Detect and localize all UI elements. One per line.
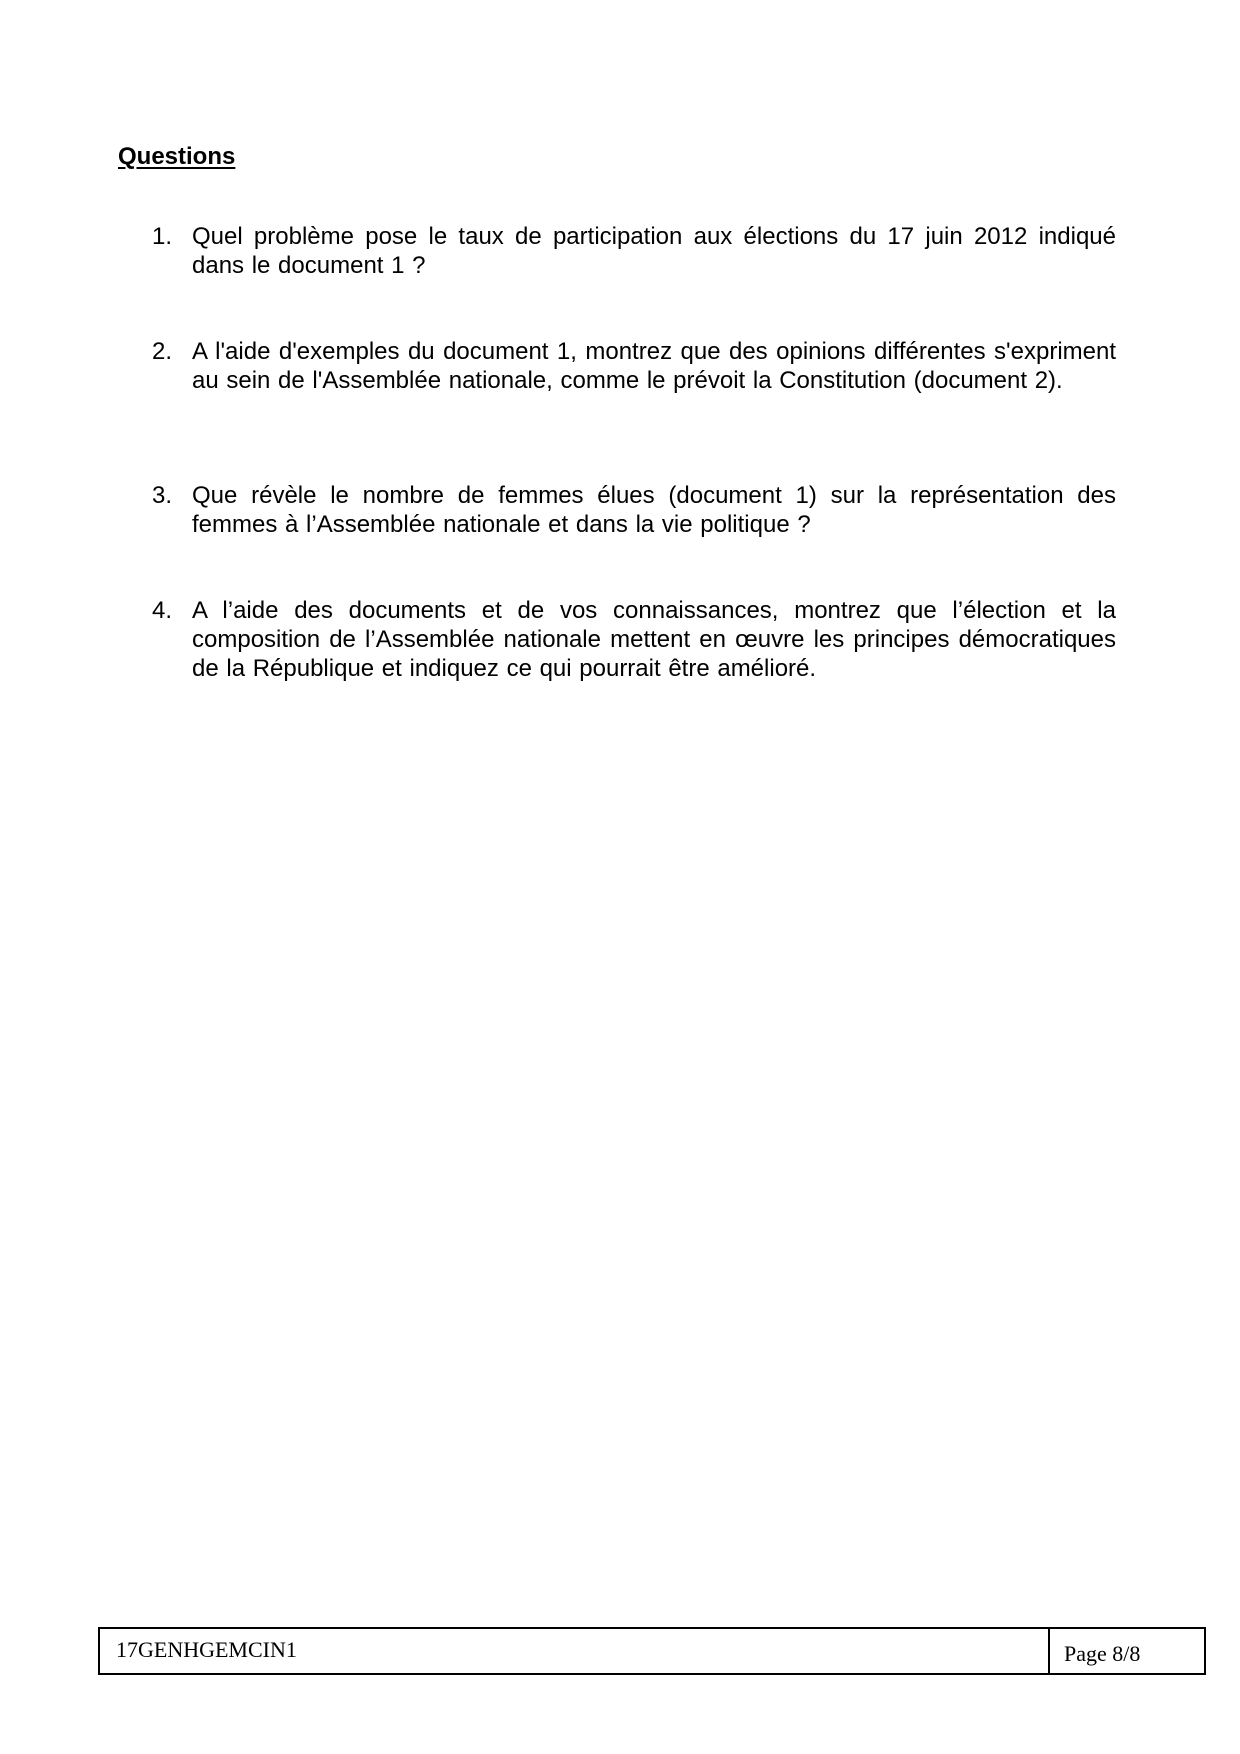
- question-number: 4.: [152, 597, 173, 624]
- question-number: 1.: [152, 223, 173, 250]
- question-number: 3.: [152, 482, 173, 509]
- question-text: Quel problème pose le taux de participation aux élections du 17 juin 2012 indiqué dans le document 1 ?: [192, 223, 1116, 279]
- question-text: A l'aide d'exemples du document 1, montrez que des opinions différentes s'expriment au sein de l'Assemblée nationale, comme le prévoit la Constitution (document 2).: [192, 338, 1116, 394]
- question-number: 2.: [152, 338, 173, 365]
- question-item-4: [152, 596, 1116, 683]
- question-item-3: [152, 481, 1116, 539]
- question-item-2: [152, 337, 1116, 395]
- question-text: A l’aide des documents et de vos connaissances, montrez que l’élection et la composition de l’Assemblée nationale mettent en œuvre les principes démocratiques de la République et indiquez ce qui pourrait être amélioré.: [192, 597, 1116, 682]
- page-number: Page 8/8: [1064, 1641, 1141, 1666]
- document-code: 17GENHGEMCIN1: [100, 1629, 1050, 1673]
- question-text: Que révèle le nombre de femmes élues (document 1) sur la représentation des femmes à l’Assemblée nationale et dans la vie politique ?: [192, 482, 1116, 538]
- page-footer: [98, 1627, 1206, 1675]
- page-title: Questions: [118, 143, 236, 170]
- question-item-1: [152, 222, 1116, 280]
